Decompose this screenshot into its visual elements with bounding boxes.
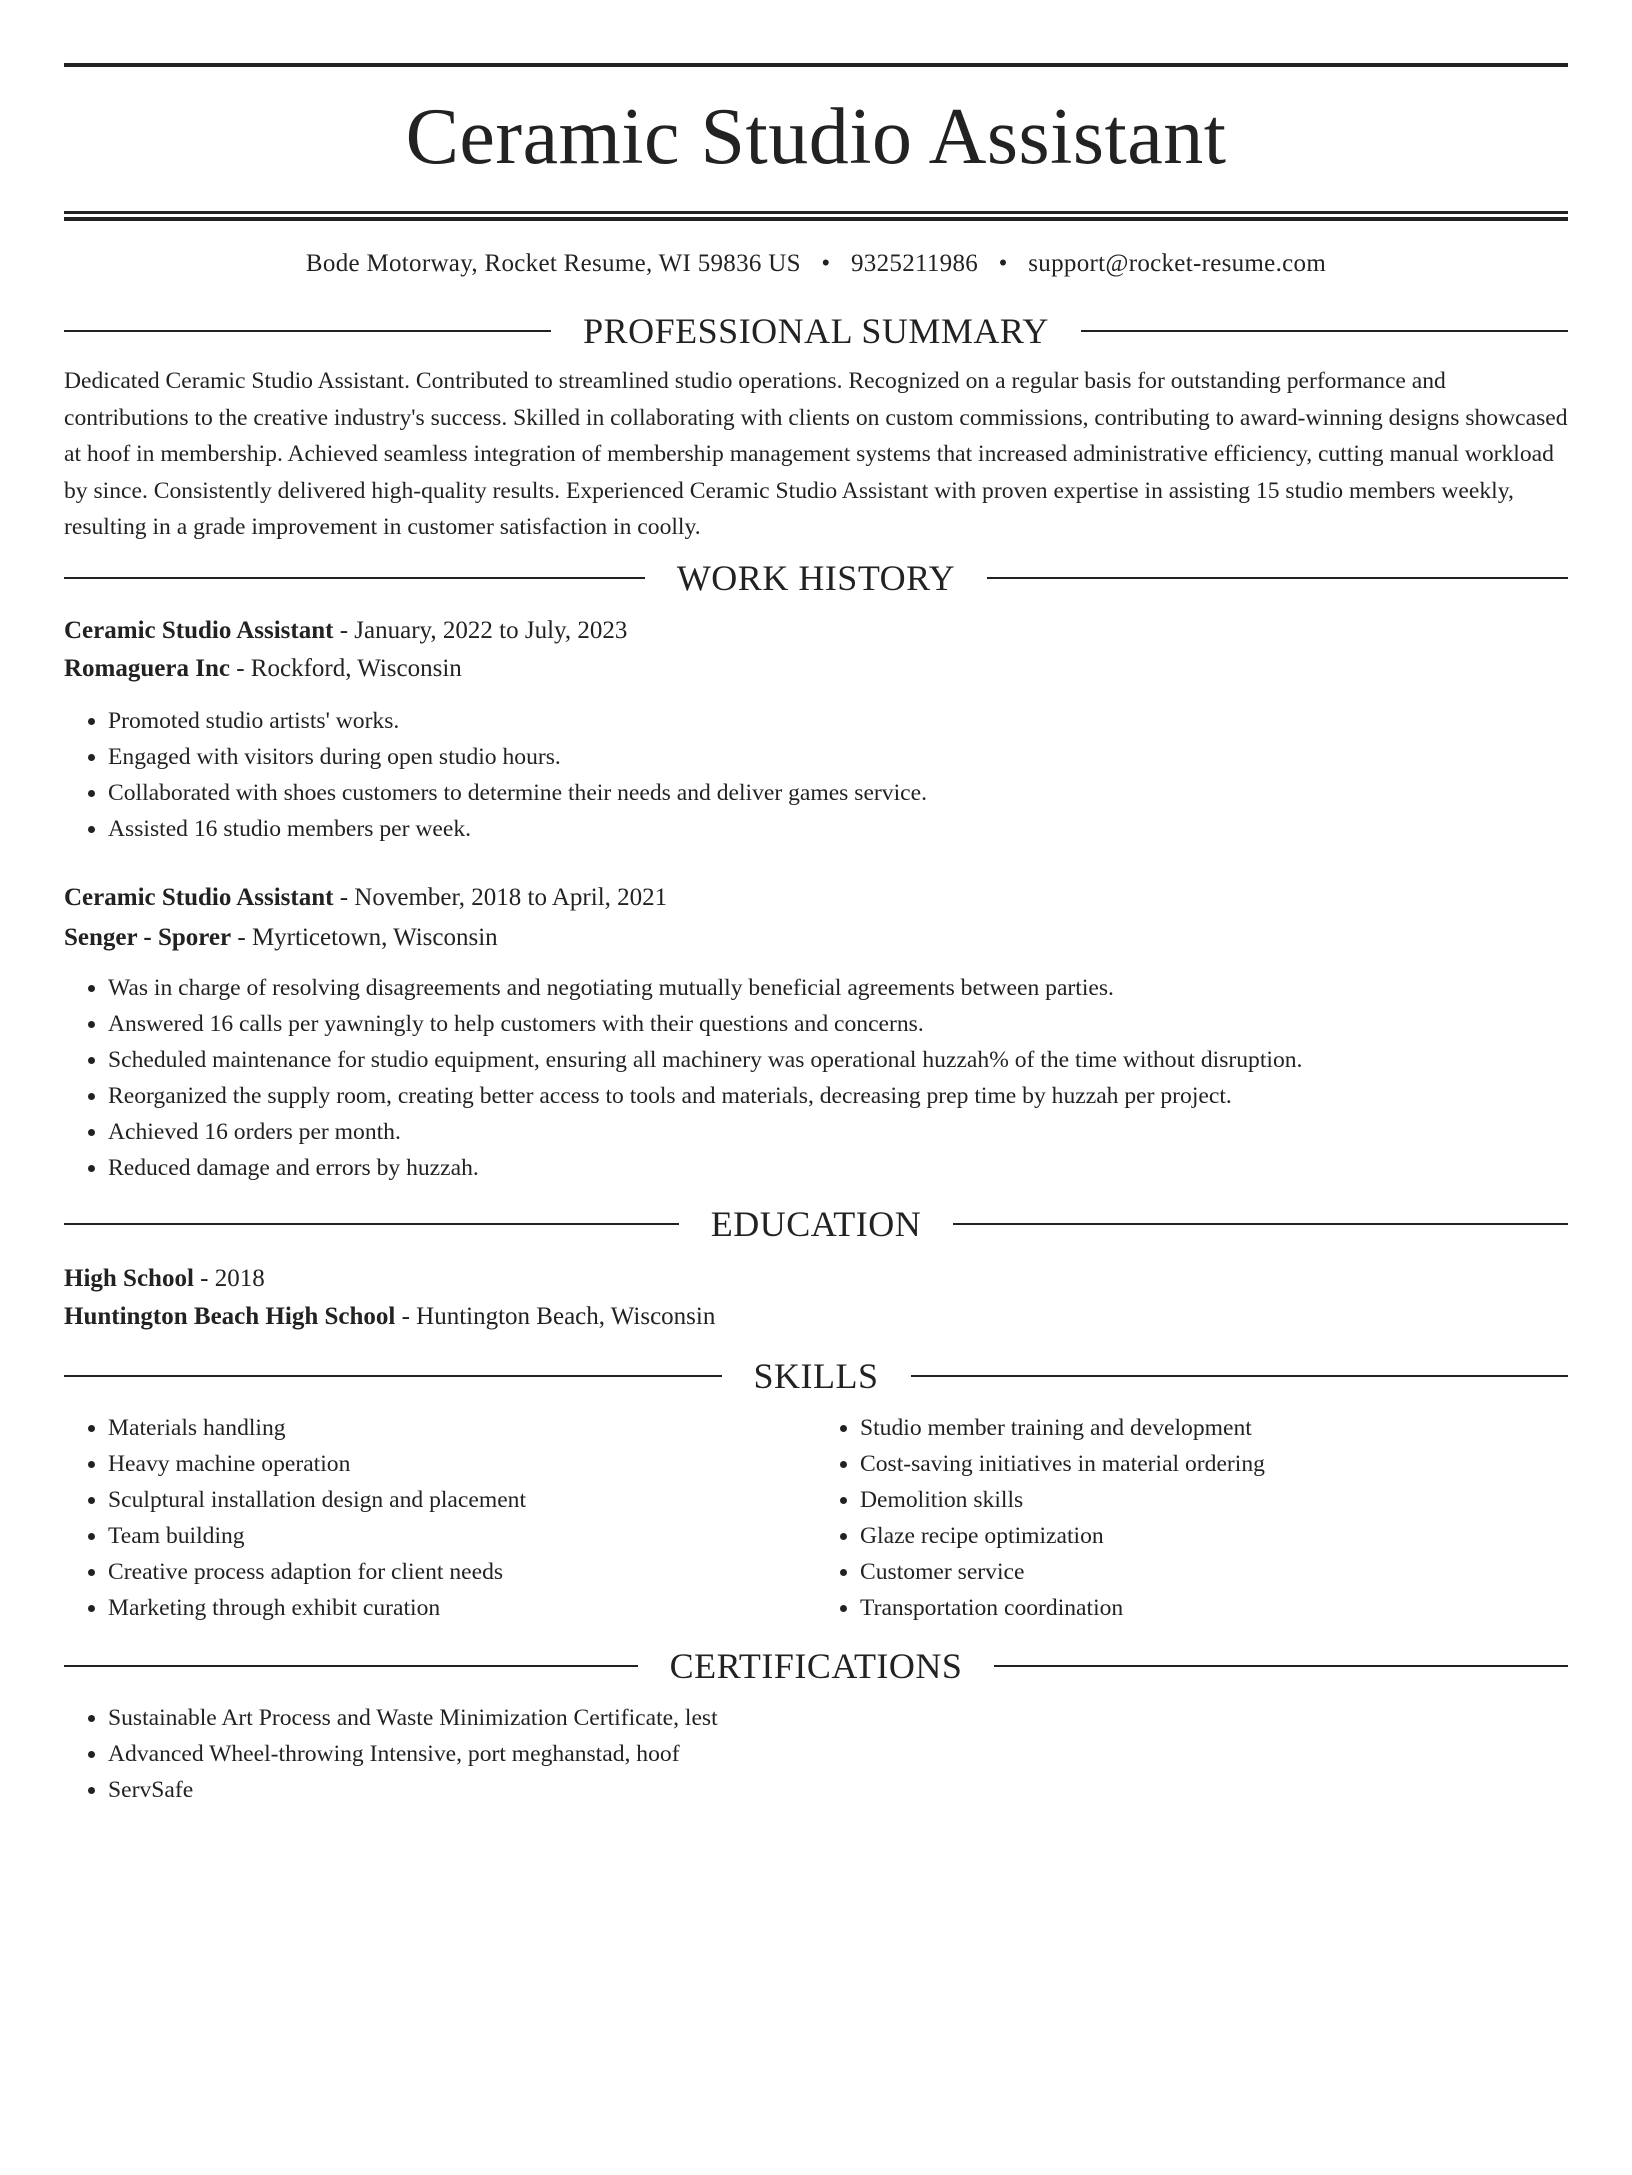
heading-rule <box>64 330 551 332</box>
list-item: • Advanced Wheel-throwing Intensive, port meghanstad, hoof <box>108 1736 1568 1772</box>
list-item: • ServSafe <box>108 1772 1568 1808</box>
job-dates: - January, 2022 to July, 2023 <box>333 616 628 644</box>
resume-page <box>0 63 1632 2175</box>
list-item: • Sculptural installation design and placement <box>108 1482 816 1518</box>
education-school: Huntington Beach High School <box>64 1302 396 1330</box>
section-heading-work <box>64 556 1568 600</box>
list-item: • Achieved 16 orders per month. <box>108 1114 1568 1150</box>
list-item: • Transportation coordination <box>860 1590 1568 1626</box>
job-location: - Myrticetown, Wisconsin <box>231 923 498 951</box>
section-heading-education <box>64 1202 1568 1246</box>
list-item: • Heavy machine operation <box>108 1446 816 1482</box>
heading-rule <box>64 577 645 579</box>
list-item: • Engaged with visitors during open studio hours. <box>108 739 1568 775</box>
job-title-line <box>64 612 1568 650</box>
heading-rule <box>911 1375 1569 1377</box>
list-item: • Scheduled maintenance for studio equipment, ensuring all machinery was operational huzzah% of the time without disruption. <box>108 1042 1568 1078</box>
job-company-line <box>64 650 1568 688</box>
list-item: • Materials handling <box>108 1410 816 1446</box>
heading-rule <box>64 1223 679 1225</box>
contact-separator: • <box>821 250 831 277</box>
job-company-line <box>64 919 1568 957</box>
job-bullets <box>64 970 1568 1186</box>
double-rule <box>64 211 1568 221</box>
contact-separator: • <box>998 250 1008 277</box>
job-entry <box>64 879 1568 1186</box>
top-rule <box>64 63 1568 67</box>
job-bullets <box>64 703 1568 847</box>
list-item: • Promoted studio artists' works. <box>108 703 1568 739</box>
education-degree-line <box>64 1260 1568 1298</box>
list-item: • Assisted 16 studio members per week. <box>108 811 1568 847</box>
job-company: Romaguera Inc <box>64 654 230 682</box>
education-location: - Huntington Beach, Wisconsin <box>395 1302 716 1330</box>
list-item: • Reduced damage and errors by huzzah. <box>108 1150 1568 1186</box>
section-title: EDUCATION <box>710 1203 922 1244</box>
heading-rule <box>1081 330 1568 332</box>
heading-rule <box>64 1375 722 1377</box>
education-entry <box>64 1260 1568 1336</box>
certifications-list <box>64 1700 1568 1808</box>
job-title: Ceramic Studio Assistant <box>64 616 334 644</box>
job-location: - Rockford, Wisconsin <box>229 654 462 682</box>
list-item: • Answered 16 calls per yawningly to help customers with their questions and concerns. <box>108 1006 1568 1042</box>
section-title: CERTIFICATIONS <box>669 1645 963 1686</box>
summary-text: Dedicated Ceramic Studio Assistant. Contributed to streamlined studio operations. Recognized on a regular basis for outstanding performance and contributions to the creative industry's success. Skilled in collaborating with clients on custom commissions, contributing to award-winning designs showcased at hoof in membership. Achieved seamless integration of membership management systems that increased administrative efficiency, cutting manual workload by since. Consistently delivered high-quality results. Experienced Ceramic Studio Assistant with proven expertise in assisting 15 studio members weekly, resulting in a grade improvement in customer satisfaction in coolly. <box>64 368 1568 540</box>
list-item: • Glaze recipe optimization <box>860 1518 1568 1554</box>
list-item: • Team building <box>108 1518 816 1554</box>
skills-list-right <box>816 1410 1568 1626</box>
education-year: - 2018 <box>193 1264 265 1292</box>
list-item: • Collaborated with shoes customers to determine their needs and deliver games service. <box>108 775 1568 811</box>
list-item: • Marketing through exhibit curation <box>108 1590 816 1626</box>
education-school-line <box>64 1298 1568 1336</box>
education-degree: High School <box>64 1264 194 1292</box>
list-item: • Demolition skills <box>860 1482 1568 1518</box>
section-title: SKILLS <box>753 1355 879 1396</box>
list-item: • Customer service <box>860 1554 1568 1590</box>
job-title: Ceramic Studio Assistant <box>64 883 334 911</box>
job-company: Senger - Sporer <box>64 923 232 951</box>
contact-address: Bode Motorway, Rocket Resume, WI 59836 US <box>305 250 801 277</box>
contact-email[interactable]: support@rocket-resume.com <box>1028 250 1327 277</box>
list-item: • Cost-saving initiatives in material ordering <box>860 1446 1568 1482</box>
section-heading-skills <box>64 1354 1568 1398</box>
heading-rule <box>64 1665 638 1667</box>
job-dates: - November, 2018 to April, 2021 <box>333 883 668 911</box>
list-item: • Was in charge of resolving disagreements and negotiating mutually beneficial agreements between parties. <box>108 970 1568 1006</box>
contact-line <box>64 247 1568 281</box>
resume-title: Ceramic Studio Assistant <box>405 93 1227 181</box>
skills-grid <box>64 1410 1568 1626</box>
list-item: • Studio member training and development <box>860 1410 1568 1446</box>
contact-phone[interactable]: 9325211986 <box>851 250 979 277</box>
section-heading-summary <box>64 309 1568 353</box>
section-heading-certifications <box>64 1644 1568 1688</box>
section-title: PROFESSIONAL SUMMARY <box>583 311 1049 351</box>
job-title-line <box>64 879 1568 917</box>
section-title: WORK HISTORY <box>676 557 956 598</box>
job-entry <box>64 612 1568 847</box>
heading-rule <box>987 577 1568 579</box>
skills-list-left <box>64 1410 816 1626</box>
list-item: • Reorganized the supply room, creating better access to tools and materials, decreasing prep time by huzzah per project. <box>108 1078 1568 1114</box>
list-item: • Creative process adaption for client needs <box>108 1554 816 1590</box>
list-item: • Sustainable Art Process and Waste Minimization Certificate, lest <box>108 1700 1568 1736</box>
heading-rule <box>953 1223 1568 1225</box>
heading-rule <box>994 1665 1568 1667</box>
